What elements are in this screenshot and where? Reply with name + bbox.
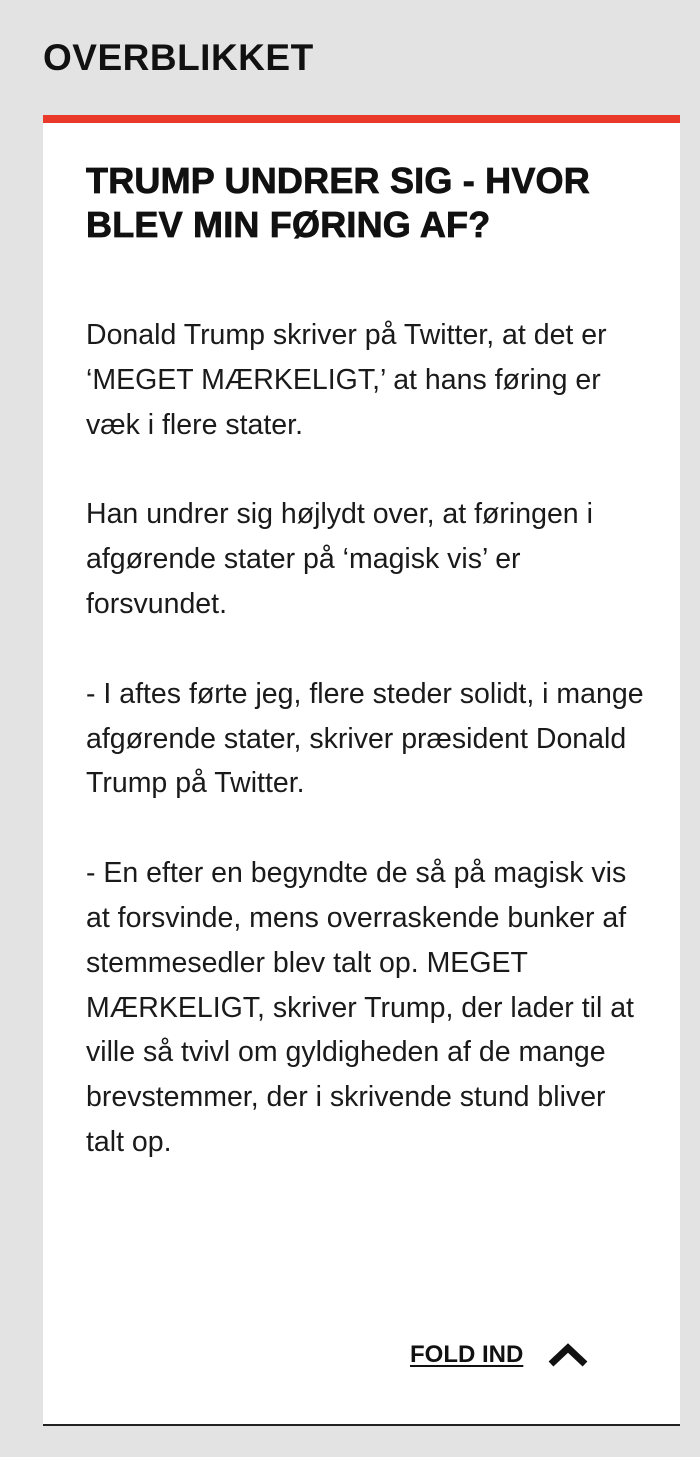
article-paragraph: - I aftes førte jeg, flere steder solidt, i mange afgørende stater, skriver præsident Donald Trump på Twitter. xyxy=(86,677,644,800)
section-title: OVERBLIKKET xyxy=(43,37,314,78)
article-paragraph: Han undrer sig højlydt over, at føringen i afgørende stater på ‘magisk vis’ er forsvundet. xyxy=(86,498,593,620)
chevron-up-icon[interactable] xyxy=(547,1342,589,1368)
overview-card xyxy=(43,115,680,1426)
fold-in-label[interactable]: FOLD IND xyxy=(410,1341,524,1368)
fold-in-button[interactable] xyxy=(410,1340,589,1370)
article-paragraph: - En efter en begyndte de så på magisk vis at forsvinde, mens overraskende bunker af stemmesedler blev talt op. MEGET MÆRKELIGT, skriver Trump, der lader til at ville så tvivl om gyldigheden af de mange brevstemmer, der i skrivende stund bliver talt op. xyxy=(86,857,634,1158)
article-paragraph: Donald Trump skriver på Twitter, at det er ‘MEGET MÆRKELIGT,’ at hans føring er væk i flere stater. xyxy=(86,319,607,441)
article-headline: TRUMP UNDRER SIG - HVOR BLEV MIN FØRING AF? xyxy=(86,160,590,245)
article-body xyxy=(86,313,651,1210)
